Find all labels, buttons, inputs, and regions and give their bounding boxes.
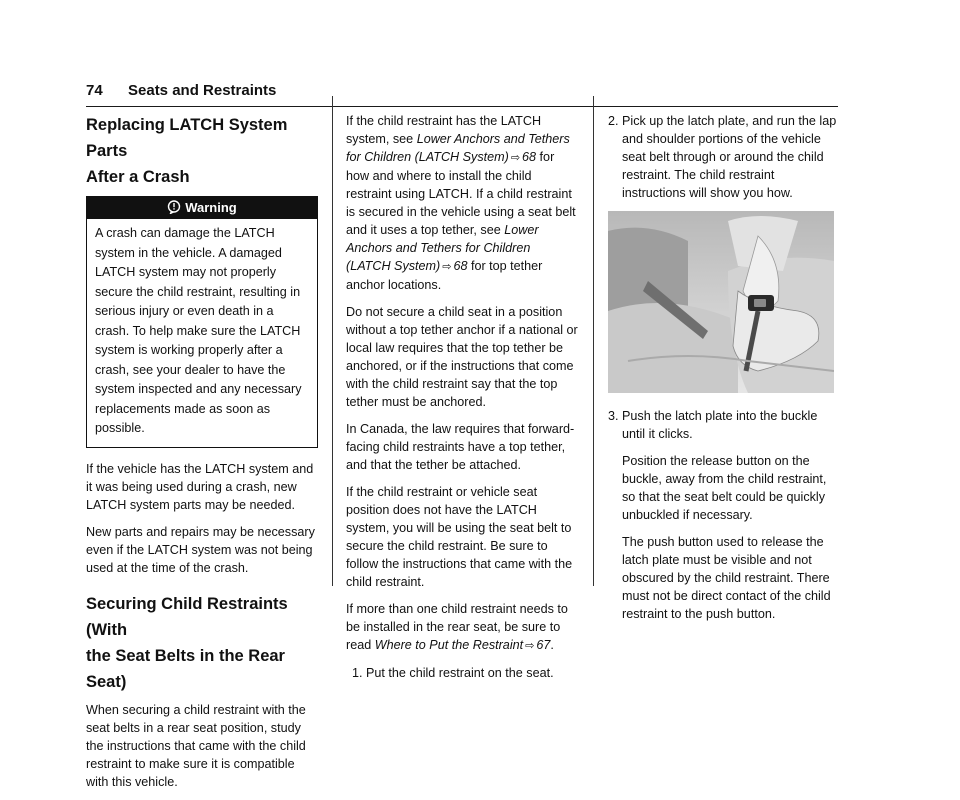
step-item [608, 407, 838, 443]
warning-text: A crash can damage the LATCH system in the vehicle. A damaged LATCH system may not properly secure the child restraint, resulting in serious injury or even death in a crash. To help make sure the LATCH system is working properly after a crash, see your dealer to have the system inspected and any necessary replacements made as soon as possible. [95, 226, 302, 435]
step-text: Push the latch plate into the buckle until it clicks. [622, 409, 818, 441]
paragraph: If the child restraint or vehicle seat position does not have the LATCH system, you will be using the seat belt to secure the child restraint. Be sure to follow the instructions that came with the child restraint. [346, 485, 573, 589]
page-reference-arrow-icon: ⇨ [442, 261, 452, 273]
step-text: Pick up the latch plate, and run the lap and shoulder portions of the vehicle seat belt through or around the child restraint. The child restraint instructions will show you how. [622, 114, 837, 200]
step-text: Put the child restraint on the seat. [366, 666, 554, 680]
heading-replacing-latch: Replacing LATCH System Parts After a Crash [86, 116, 288, 186]
step-item [352, 664, 578, 682]
step-item [608, 112, 838, 202]
cross-reference-link[interactable]: Lower Anchors and Tethers for Children (LATCH System) [346, 223, 539, 273]
page-reference-arrow-icon: ⇨ [525, 640, 535, 652]
paragraph: Do not secure a child seat in a position without a top tether anchor if a national or local law requires that the top tether be anchored, or if the instructions that come with the child restraint say that the top tether must be anchored. [346, 305, 578, 409]
paragraph: New parts and repairs may be necessary even if the LATCH system was not being used at the time of the crash. [86, 524, 315, 575]
paragraph: If the vehicle has the LATCH system and it was being used during a crash, new LATCH system parts may be needed. [86, 461, 314, 512]
warning-header [87, 197, 317, 219]
page-reference[interactable]: 68 [522, 150, 537, 164]
page-reference[interactable]: 68 [453, 259, 468, 273]
step-number: 1. [352, 666, 363, 680]
column-right [608, 112, 838, 632]
paragraph-multiple-restraints: If more than one child restraint needs to be installed in the rear seat, be sure to read Where to Put the Restraint ⇨ 67. [346, 602, 568, 652]
step-number: 2. [608, 114, 619, 128]
step-detail: The push button used to release the latch plate must be visible and not obscured by the child restraint. There must not be direct contact of the child restraint to the push button. [622, 535, 831, 621]
step-number: 3. [608, 409, 619, 423]
page-number: 74 [86, 82, 103, 99]
section-title: Seats and Restraints [128, 82, 277, 99]
warning-box [86, 196, 318, 448]
page-header [86, 80, 838, 107]
latch-plate-illustration [608, 211, 834, 393]
page-reference[interactable]: 67 [536, 638, 551, 652]
column-middle [346, 112, 578, 691]
column-divider [332, 96, 333, 586]
cross-reference-link[interactable]: Where to Put the Restraint [374, 638, 524, 652]
paragraph-latch-reference: If the child restraint has the LATCH system, see Lower Anchors and Tethers for Children (LATCH System) ⇨ 68 for how and where to install the child restraint using LATCH. If a child restraint is secured in the vehicle using a seat belt and it uses a top tether, see Lower Anchors and Tethers for Children (LATCH System) ⇨ 68 for top tether anchor locations. [346, 114, 576, 292]
heading-securing-child-restraints: Securing Child Restraints (With the Seat Belts in the Rear Seat) [86, 594, 288, 691]
column-divider [593, 96, 594, 586]
cross-reference-link[interactable]: Lower Anchors and Tethers for Children (LATCH System) [346, 132, 570, 164]
step-detail: Position the release button on the buckle, away from the child restraint, so that the seat belt could be quickly unbuckled if necessary. [622, 454, 827, 522]
paragraph: In Canada, the law requires that forward-facing child restraints have a top tether, and that the tether be attached. [346, 422, 575, 472]
warning-title: Warning [185, 200, 237, 215]
warning-icon [167, 199, 181, 221]
column-left [86, 112, 318, 800]
paragraph: When securing a child restraint with the seat belts in a rear seat position, study the instructions that came with the child restraint to make sure it is compatible with this vehicle. [86, 702, 306, 789]
page-reference-arrow-icon: ⇨ [510, 152, 521, 164]
